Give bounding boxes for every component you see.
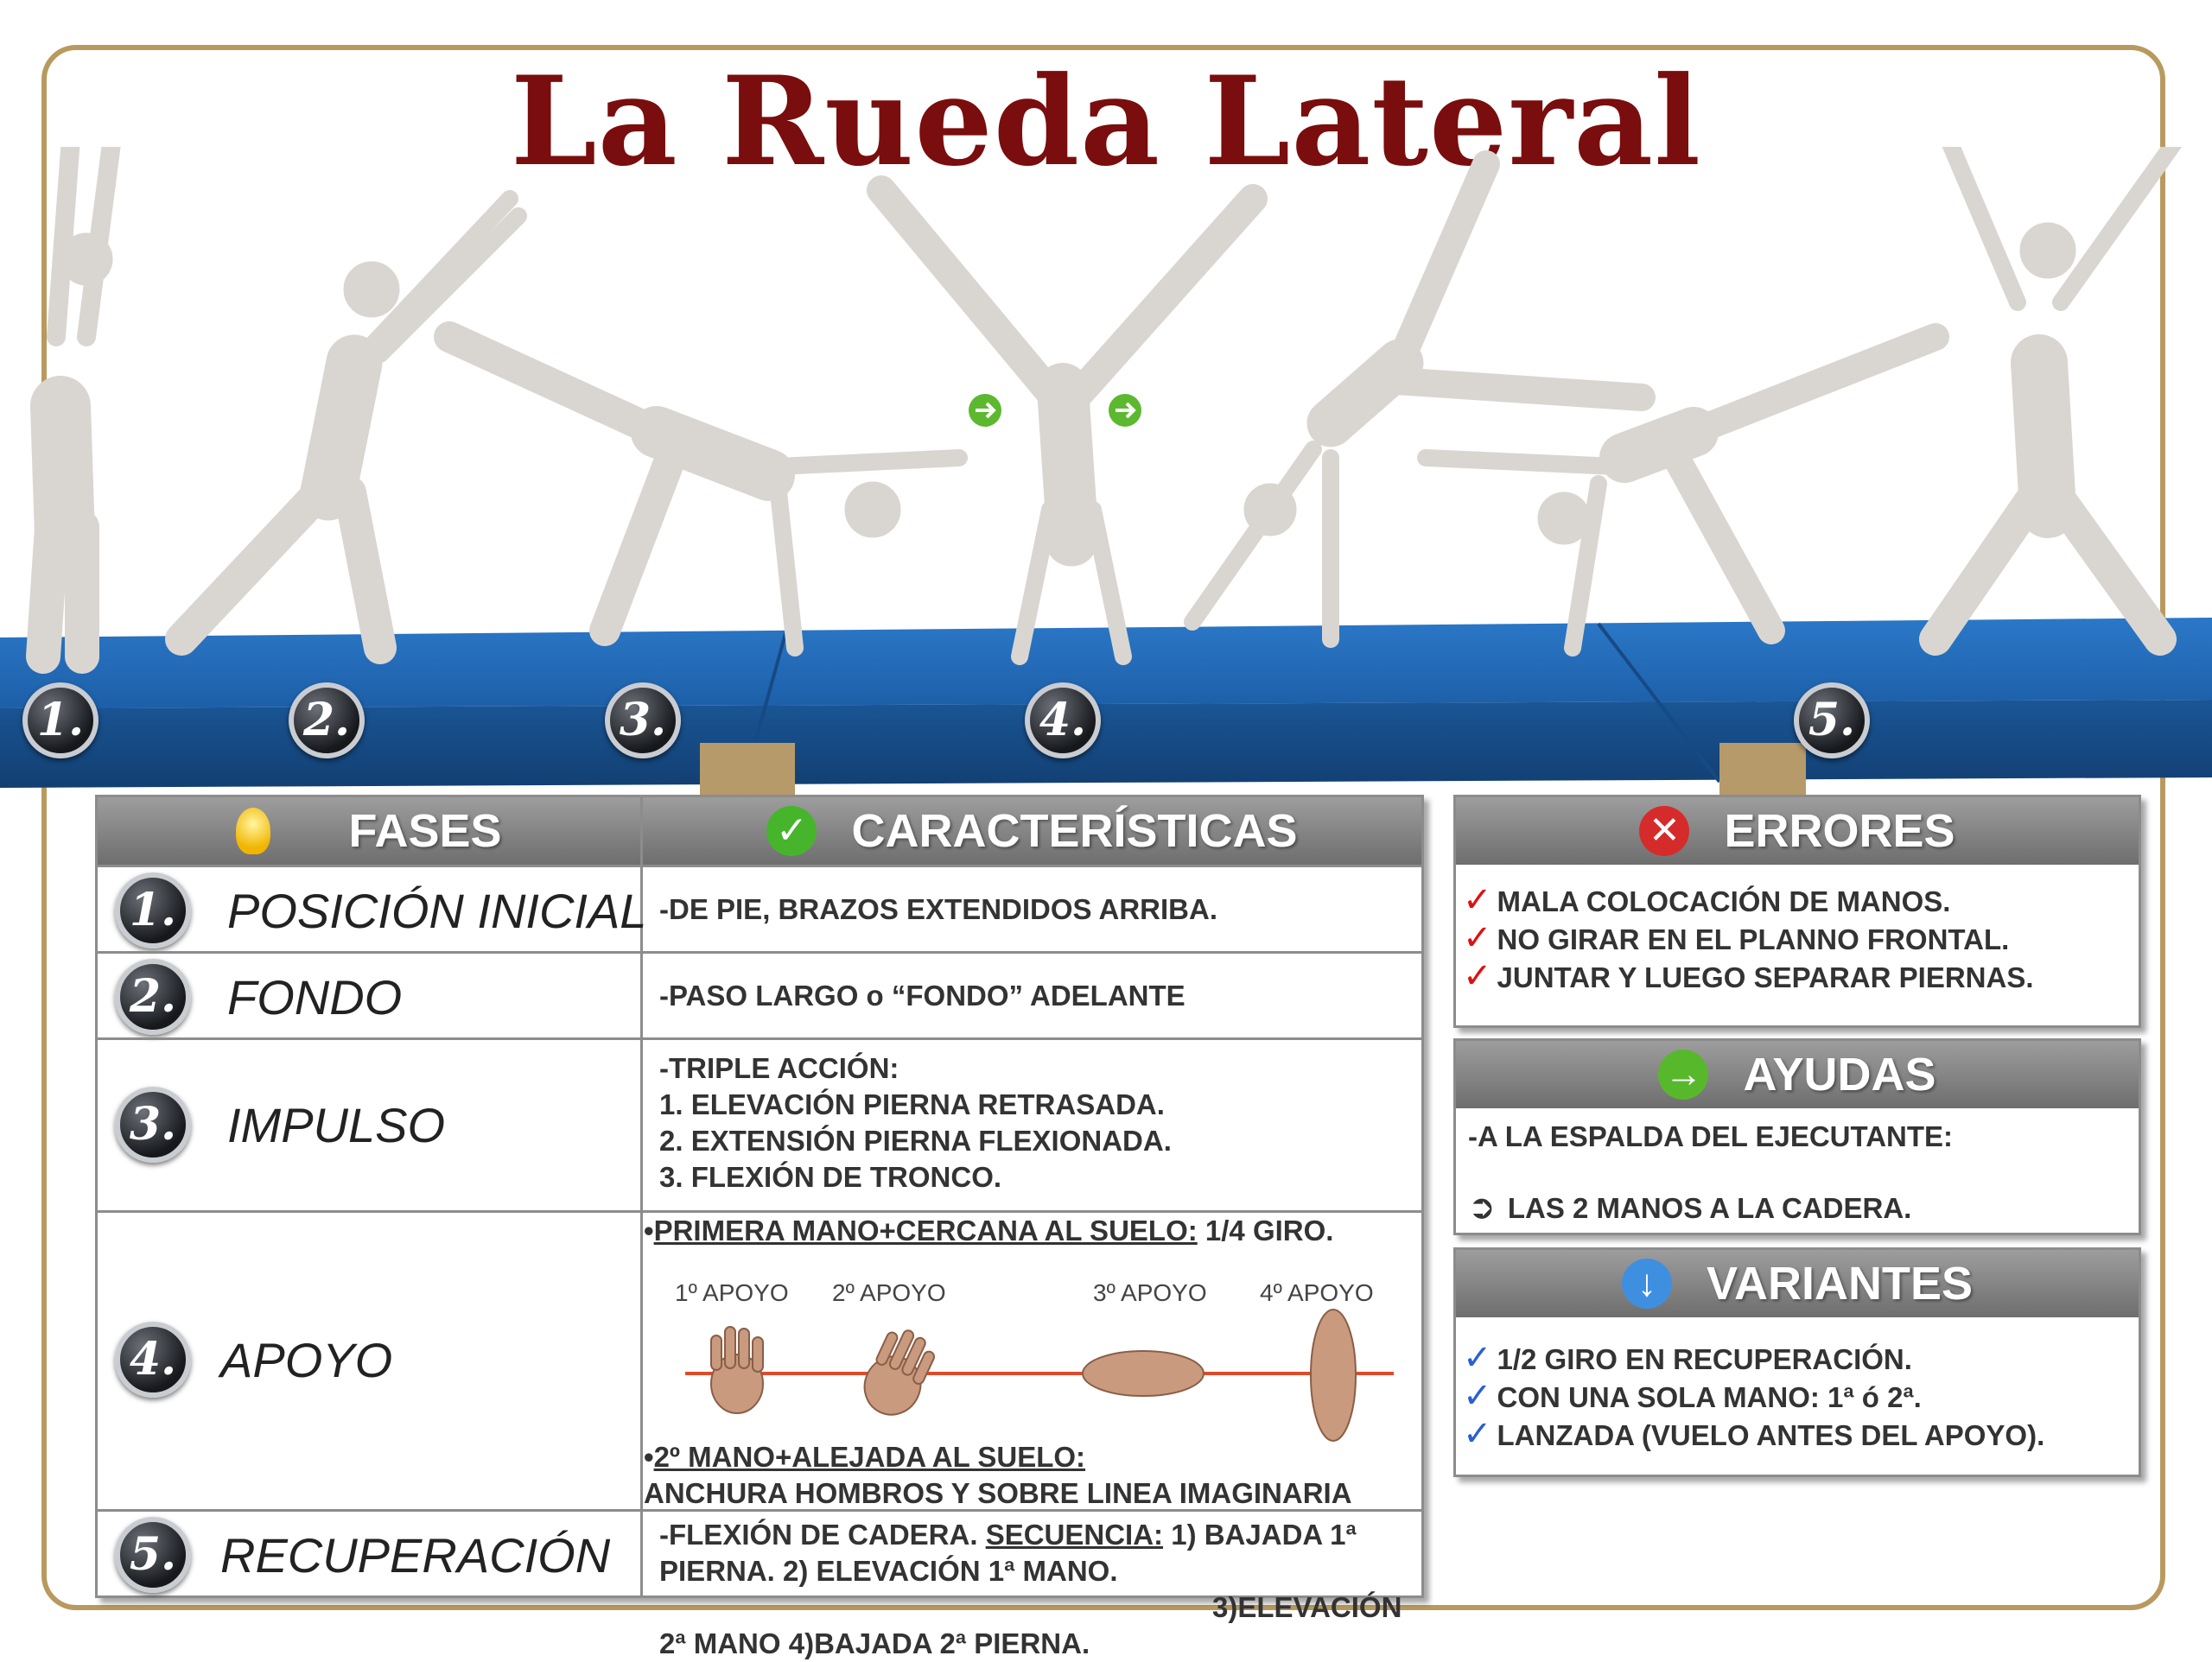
phase-badge-5: 5. bbox=[115, 1517, 191, 1593]
error-item-3-text: JUNTAR Y LUEGO SEPARAR PIERNAS. bbox=[1497, 961, 2034, 993]
variante-item-1 bbox=[1463, 1340, 2044, 1378]
gymnast-figure-1 bbox=[43, 147, 117, 657]
gymnast-figure-2 bbox=[181, 199, 518, 648]
arrow-down-icon: ↓ bbox=[1622, 1259, 1672, 1309]
errores-header-label: ERRORES bbox=[1724, 805, 1955, 857]
error-item-3 bbox=[1463, 958, 2034, 996]
phase-name-1: POSICIÓN INICIAL bbox=[227, 884, 647, 938]
caracteristica-5-part-c: 3)ELEVACIÓN 2ª MANO 4)BAJADA 2ª PIERNA. bbox=[659, 1591, 1402, 1659]
caracteristica-3 bbox=[659, 1050, 1172, 1196]
phase-row-5 bbox=[98, 1509, 1421, 1659]
phase-row-2 bbox=[98, 951, 1421, 1037]
ayudas-line-2-wrap bbox=[1468, 1189, 1911, 1227]
phases-table bbox=[95, 795, 1424, 1659]
caracteristica-4-bottom: •2º MANO+ALEJADA AL SUELO: ANCHURA HOMBROS Y SOBRE LINEA IMAGINARIA bbox=[644, 1441, 1352, 1509]
check-icon: ✓ bbox=[766, 806, 817, 856]
variantes-list bbox=[1463, 1340, 2044, 1454]
caracteristica-4-bottom-line-2: ANCHURA HOMBROS Y SOBRE LINEA IMAGINARIA bbox=[644, 1477, 1352, 1509]
phase-badge-2: 2. bbox=[115, 959, 191, 1035]
ayudas-header bbox=[1456, 1041, 2139, 1108]
errores-header bbox=[1456, 797, 2139, 865]
scene-badge-4: 4. bbox=[1025, 682, 1101, 758]
variante-item-3-text: LANZADA (VUELO ANTES DEL APOYO). bbox=[1497, 1419, 2045, 1451]
ayudas-header-label: AYUDAS bbox=[1743, 1049, 1936, 1101]
scene-badge-3: 3. bbox=[605, 682, 681, 758]
caracteristica-5-underlined: SECUENCIA: bbox=[985, 1519, 1164, 1551]
variante-item-1-text: 1/2 GIRO EN RECUPERACIÓN. bbox=[1497, 1343, 1912, 1375]
gymnast-figure-4 bbox=[881, 190, 1253, 657]
lightbulb-icon bbox=[236, 808, 270, 854]
gymnast-figure-7 bbox=[1936, 147, 2177, 639]
caracteristica-3-line-1: -TRIPLE ACCIÓN: bbox=[659, 1052, 899, 1084]
caracteristicas-header-label: CARACTERÍSTICAS bbox=[851, 805, 1298, 857]
red-check-icon: ✓ bbox=[1463, 919, 1492, 957]
scene-badge-2: 2. bbox=[289, 682, 365, 758]
caracteristica-2: -PASO LARGO o “FONDO” ADELANTE bbox=[659, 980, 1185, 1012]
variante-item-2 bbox=[1463, 1378, 2044, 1416]
phase-name-4: APOYO bbox=[220, 1333, 393, 1387]
page-title: La Rueda Lateral bbox=[510, 50, 1702, 193]
phase-badge-1: 1. bbox=[115, 872, 191, 948]
variante-item-2-text: CON UNA SOLA MANO: 1ª ó 2ª. bbox=[1497, 1381, 1922, 1413]
blue-check-icon: ✓ bbox=[1463, 1415, 1492, 1453]
gymnast-figure-3 bbox=[449, 337, 959, 648]
arrow-right-icon: → bbox=[1658, 1050, 1708, 1100]
error-item-2-text: NO GIRAR EN EL PLANNO FRONTAL. bbox=[1497, 923, 2010, 955]
curved-arrow-icon: ➲ bbox=[1468, 1189, 1496, 1226]
scene-badge-5: 5. bbox=[1794, 682, 1870, 758]
gymnast-figure-5 bbox=[1192, 164, 1642, 639]
error-item-1-text: MALA COLOCACIÓN DE MANOS. bbox=[1497, 885, 1951, 917]
blue-check-icon: ✓ bbox=[1463, 1339, 1492, 1377]
phase-name-5: RECUPERACIÓN bbox=[220, 1528, 611, 1583]
variantes-box bbox=[1453, 1247, 2141, 1477]
caracteristica-3-line-4: 3. FLEXIÓN DE TRONCO. bbox=[659, 1161, 1002, 1193]
errores-box bbox=[1453, 795, 2141, 1028]
caracteristica-4-top-underlined: PRIMERA MANO+CERCANA AL SUELO: bbox=[653, 1215, 1198, 1246]
red-check-icon: ✓ bbox=[1463, 881, 1492, 919]
scene-badge-1: 1. bbox=[22, 682, 99, 758]
phase-name-2: FONDO bbox=[227, 970, 403, 1024]
error-item-1 bbox=[1463, 882, 2034, 920]
hand-icon bbox=[711, 1327, 763, 1413]
caracteristica-5-part-b: 1) BAJADA 1ª PIERNA. 2) ELEVACIÓN 1ª MANO. bbox=[659, 1519, 1357, 1587]
caracteristica-3-line-3: 2. EXTENSIÓN PIERNA FLEXIONADA. bbox=[659, 1125, 1172, 1157]
variantes-header bbox=[1456, 1250, 2139, 1317]
phase-badge-4: 4. bbox=[115, 1322, 191, 1398]
variantes-header-label: VARIANTES bbox=[1706, 1258, 1974, 1310]
fases-header bbox=[98, 797, 640, 865]
phase-badge-3: 3. bbox=[115, 1087, 191, 1163]
apoyo-label-3: 3º APOYO bbox=[1093, 1279, 1207, 1306]
errores-list bbox=[1463, 882, 2034, 996]
foot-icon bbox=[1311, 1310, 1356, 1441]
phase-name-3: IMPULSO bbox=[227, 1098, 446, 1152]
ayudas-line-1: -A LA ESPALDA DEL EJECUTANTE: bbox=[1468, 1120, 1954, 1152]
caracteristica-5-part-a: -FLEXIÓN DE CADERA. bbox=[659, 1519, 986, 1551]
ayudas-box bbox=[1453, 1038, 2141, 1235]
fases-header-label: FASES bbox=[348, 805, 502, 857]
red-check-icon: ✓ bbox=[1463, 957, 1492, 995]
phase-row-4 bbox=[98, 1210, 1421, 1509]
support-diagram bbox=[651, 1308, 1411, 1455]
caracteristica-4-bottom-underlined: 2º MANO+ALEJADA AL SUELO: bbox=[653, 1441, 1086, 1473]
apoyo-label-1: 1º APOYO bbox=[675, 1279, 789, 1306]
caracteristica-4-top: •PRIMERA MANO+CERCANA AL SUELO: 1/4 GIRO. bbox=[644, 1215, 1334, 1246]
blue-check-icon: ✓ bbox=[1463, 1377, 1492, 1415]
apoyo-label-4: 4º APOYO bbox=[1260, 1279, 1374, 1306]
caracteristica-4-top-rest: 1/4 GIRO. bbox=[1197, 1215, 1334, 1246]
foot-icon bbox=[1083, 1351, 1204, 1396]
ayudas-line-2: LAS 2 MANOS A LA CADERA. bbox=[1507, 1192, 1912, 1224]
variante-item-3 bbox=[1463, 1416, 2044, 1454]
caracteristica-3-line-2: 1. ELEVACIÓN PIERNA RETRASADA. bbox=[659, 1088, 1165, 1120]
apoyo-label-2: 2º APOYO bbox=[832, 1279, 946, 1306]
x-icon: ✕ bbox=[1639, 806, 1689, 856]
caracteristica-5 bbox=[659, 1517, 1421, 1662]
error-item-2 bbox=[1463, 920, 2034, 958]
caracteristica-1: -DE PIE, BRAZOS EXTENDIDOS ARRIBA. bbox=[659, 893, 1217, 925]
phase-row-1 bbox=[98, 865, 1421, 951]
phase-row-3 bbox=[98, 1037, 1421, 1210]
caracteristicas-header bbox=[640, 797, 1421, 865]
